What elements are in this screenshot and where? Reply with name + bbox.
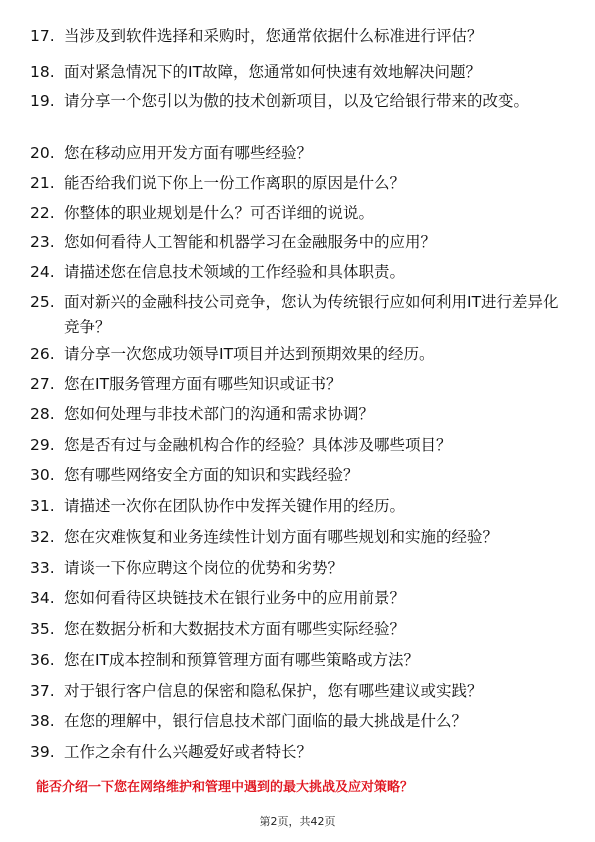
list-item bbox=[30, 586, 565, 611]
item-text: 您有哪些网络安全方面的知识和实践经验？ bbox=[64, 466, 359, 484]
item-text: 您如何看待人工智能和机器学习在金融服务中的应用？ bbox=[64, 233, 437, 251]
item-text: 您在灾难恢复和业务连续性计划方面有哪些规划和实施的经验？ bbox=[64, 528, 499, 546]
item-text: 对于银行客户信息的保密和隐私保护，您有哪些建议或实践？ bbox=[64, 682, 483, 700]
list-item bbox=[30, 617, 565, 642]
list-item bbox=[30, 290, 565, 340]
list-item bbox=[30, 141, 565, 166]
item-number: 24. bbox=[30, 263, 55, 281]
item-text: 您是否有过与金融机构合作的经验？具体涉及哪些项目？ bbox=[64, 436, 452, 454]
item-number: 17. bbox=[30, 27, 55, 45]
list-item bbox=[30, 60, 565, 85]
list-item bbox=[30, 24, 565, 49]
item-number: 33. bbox=[30, 559, 55, 577]
list-item bbox=[30, 494, 565, 519]
item-number: 22. bbox=[30, 204, 55, 222]
item-text: 当涉及到软件选择和采购时，您通常依据什么标准进行评估？ bbox=[64, 27, 483, 45]
item-number: 18. bbox=[30, 63, 55, 81]
item-text: 您在移动应用开发方面有哪些经验？ bbox=[64, 144, 313, 162]
list-item bbox=[30, 171, 565, 196]
item-text: 能否给我们说下你上一份工作离职的原因是什么？ bbox=[64, 174, 406, 192]
list-item bbox=[30, 525, 565, 550]
item-text: 面对新兴的金融科技公司竞争，您认为传统银行应如何利用IT进行差异化竞争？ bbox=[64, 293, 559, 336]
item-text: 工作之余有什么兴趣爱好或者特长？ bbox=[64, 743, 313, 761]
item-number: 32. bbox=[30, 528, 55, 546]
item-number: 34. bbox=[30, 589, 55, 607]
list-item bbox=[30, 260, 565, 285]
item-text: 您如何处理与非技术部门的沟通和需求协调？ bbox=[64, 405, 375, 423]
item-text: 在您的理解中，银行信息技术部门面临的最大挑战是什么？ bbox=[64, 712, 468, 730]
item-text: 请分享一次您成功领导IT项目并达到预期效果的经历。 bbox=[64, 345, 435, 363]
list-item bbox=[30, 740, 565, 765]
item-number: 23. bbox=[30, 233, 55, 251]
item-text: 您在IT成本控制和预算管理方面有哪些策略或方法？ bbox=[64, 651, 420, 669]
item-text: 面对紧急情况下的IT故障，您通常如何快速有效地解决问题？ bbox=[64, 63, 482, 81]
list-item bbox=[30, 402, 565, 427]
list-item bbox=[30, 648, 565, 673]
item-number: 25. bbox=[30, 293, 55, 311]
list-item bbox=[30, 342, 565, 367]
item-number: 31. bbox=[30, 497, 55, 515]
item-number: 35. bbox=[30, 620, 55, 638]
item-number: 37. bbox=[30, 682, 55, 700]
item-text: 请分享一个您引以为傲的技术创新项目，以及它给银行带来的改变。 bbox=[64, 92, 530, 110]
list-item bbox=[30, 433, 565, 458]
item-number: 29. bbox=[30, 436, 55, 454]
item-number: 26. bbox=[30, 345, 55, 363]
list-item bbox=[30, 89, 565, 114]
item-number: 21. bbox=[30, 174, 55, 192]
item-text: 请描述一次你在团队协作中发挥关键作用的经历。 bbox=[64, 497, 406, 515]
list-item bbox=[30, 463, 565, 488]
item-number: 19. bbox=[30, 92, 55, 110]
item-number: 20. bbox=[30, 144, 55, 162]
item-number: 36. bbox=[30, 651, 55, 669]
list-item bbox=[30, 201, 565, 226]
list-item bbox=[30, 679, 565, 704]
item-number: 38. bbox=[30, 712, 55, 730]
item-text: 您如何看待区块链技术在银行业务中的应用前景？ bbox=[64, 589, 406, 607]
item-number: 39. bbox=[30, 743, 55, 761]
item-text: 请谈一下你应聘这个岗位的优势和劣势？ bbox=[64, 559, 344, 577]
list-item bbox=[30, 230, 565, 255]
item-text: 请描述您在信息技术领域的工作经验和具体职责。 bbox=[64, 263, 406, 281]
list-item bbox=[30, 372, 565, 397]
item-number: 28. bbox=[30, 405, 55, 423]
page-number: 第2页，共42页 bbox=[259, 815, 336, 828]
item-number: 30. bbox=[30, 466, 55, 484]
list-item bbox=[30, 556, 565, 581]
list-item bbox=[30, 709, 565, 734]
item-number: 27. bbox=[30, 375, 55, 393]
item-text: 您在数据分析和大数据技术方面有哪些实际经验？ bbox=[64, 620, 406, 638]
item-text: 您在IT服务管理方面有哪些知识或证书？ bbox=[64, 375, 342, 393]
item-text: 你整体的职业规划是什么？可否详细的说说。 bbox=[64, 204, 375, 222]
highlighted-question: 能否介绍一下您在网络维护和管理中遇到的最大挑战及应对策略？ bbox=[36, 780, 414, 795]
